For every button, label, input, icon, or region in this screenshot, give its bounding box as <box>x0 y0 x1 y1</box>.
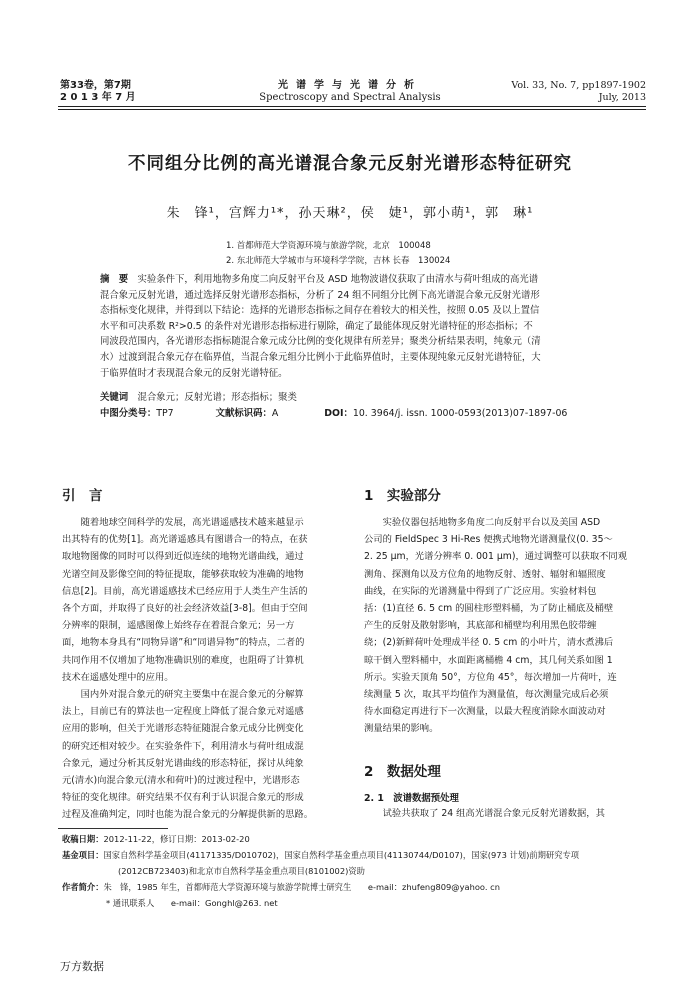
abstract-line: 实验条件下，利用地物多角度二向反射平台及 ASD 地物波谱仪获取了由清水与荷叶组成的高光谱 <box>137 274 539 285</box>
text-line: 括：(1)直径 6. 5 cm 的圆柱形塑料桶，为了防止桶底及桶壁 <box>364 603 614 615</box>
doi-label: DOI： <box>324 408 353 419</box>
section-data-heading: 2 数据处理 <box>364 764 441 780</box>
footnote-corresponding: * 通讯联系人 e-mail：Gonghl@263. net <box>106 898 278 908</box>
text-line: 元(清水)向混合象元(清水和荷叶)的过渡过程中，光谱形态 <box>62 775 300 787</box>
received-value: 2012-11-22，修订日期：2013-02-20 <box>103 834 250 844</box>
text-line: 测量结果的影响。 <box>364 723 439 735</box>
doc-code-label: 文献标识码： <box>215 408 272 419</box>
text-line: 公司的 FieldSpec 3 Hi-Res 便携式地物光谱测量仪(0. 35～ <box>364 534 613 546</box>
text-line: 绕；(2)新鲜荷叶处理成半径 0. 5 cm 的小叶片，清水煮沸后 <box>364 637 614 649</box>
text-line: 过程及准确判定，同时也能为混合象元的分解提供新的思路。 <box>62 809 314 821</box>
journal-name-en: Spectroscopy and Spectral Analysis <box>259 92 441 103</box>
affiliation-1: 1. 首都师范大学资源环境与旅游学院，北京 100048 <box>226 241 431 251</box>
footnote-funding <box>62 848 652 863</box>
text-line: 信息[2]。目前，高光谱遥感技术已经应用于人类生产生活的 <box>62 585 308 597</box>
classification-line <box>100 406 608 421</box>
keywords-label: 关键词 <box>100 392 129 403</box>
text-line: 光谱空间及影像空间的特征提取，能够获取较为准确的地物 <box>62 568 304 580</box>
subsection-2-1-heading: 2. 1 波谱数据预处理 <box>364 793 459 804</box>
text-line: 随着地球空间科学的发展，高光谱遥感技术越来越显示 <box>62 517 304 528</box>
data-body <box>364 805 650 822</box>
text-line: 所示。实验天顶角 50°，方位角 45°，每次增加一片荷叶，连 <box>364 671 617 683</box>
abstract-line: 态指标变化规律，并得到以下结论：选择的光谱形态指标之间存在着较大的相关性，按照 0.05 及以上置信 <box>100 305 540 317</box>
header-rule <box>58 106 646 107</box>
experiment-body <box>364 514 650 738</box>
doc-code-value: A <box>271 408 279 419</box>
text-line: 取地物图像的同时可以得到近似连续的地物光谱曲线，通过 <box>62 551 304 563</box>
text-line: 测角、探测角以及方位角的地物反射、透射、辐射和辐照度 <box>364 568 606 580</box>
abstract-line: 同波段范围内，各光谱形态指标随混合象元成分比例的变化规律有所差异；聚类分析结果表明，纯象元（清 <box>100 336 541 348</box>
abstract-label: 摘 要 <box>100 274 129 285</box>
abstract-line: 水平和可决系数 R²>0.5 的条件对光谱形态指标进行剔除，确定了最能体现反射光谱特征的形态指标；不 <box>100 320 533 332</box>
text-line: 合象元，通过分析其反射光谱曲线的形态特征，探讨从纯象 <box>62 757 304 769</box>
footnote-author <box>62 880 652 895</box>
footnote-funding-cont: (2012CB723403)和北京市自然科学基金重点项目(8101002)资助 <box>118 866 365 876</box>
keywords-line <box>100 390 608 405</box>
author-list: 朱 锋¹，宫辉力¹*，孙天琳²，侯 婕¹，郭小萌¹，郭 琳¹ <box>166 206 534 221</box>
text-line: 2. 25 μm，光谱分辨率 0. 001 μm)，通过调整可以获取不同观 <box>364 551 628 563</box>
text-line: 出其特有的优势[1]。高光谱遥感具有图谱合一的特点，在获 <box>62 534 308 546</box>
text-line: 曲线，在实际的光谱测量中得到了广泛应用。实验材料包 <box>364 585 597 597</box>
text-line: 应用的影响，但关于光谱形态特征随混合象元成分比例变化 <box>62 723 304 735</box>
abstract-line: 混合象元反射光谱，通过选择反射光谱形态指标，分析了 24 组不同组分比例下高光谱混合象元反射光谱形 <box>100 289 540 301</box>
text-line: 法上，目前已有的算法也一定程度上降低了混合象元对遥感 <box>62 706 304 718</box>
journal-pages <box>420 80 646 104</box>
footnote-rule <box>58 828 168 829</box>
author-bio: 朱 锋，1985 年生，首都师范大学资源环境与旅游学院博士研究生 e-mail：zhufeng809@yahoo. cn <box>103 882 500 892</box>
affiliation-2: 2. 东北师范大学城市与环境科学学院，吉林 长春 130024 <box>226 256 451 266</box>
text-line: 待水面稳定再进行下一次测量，以最大程度消除水面波动对 <box>364 706 606 718</box>
author-bio-label: 作者简介： <box>62 882 104 892</box>
text-line: 晾干倒入塑料桶中，水面距离桶檐 4 cm，其几何关系如图 1 <box>364 654 613 666</box>
text-line: 试验共获取了 24 组高光谱混合象元反射光谱数据，其 <box>364 808 605 819</box>
text-line: 国内外对混合象元的研究主要集中在混合象元的分解算 <box>62 689 304 701</box>
clc-label: 中图分类号： <box>100 408 157 419</box>
clc-value: TP7 <box>156 408 174 419</box>
header-rule-thin <box>58 109 646 110</box>
intro-body <box>62 514 348 824</box>
text-line: 产生的反射及散射影响，其底部和桶壁均利用黑色胶带缠 <box>364 620 597 632</box>
abstract <box>100 272 608 381</box>
abstract-line: 于临界值时才表现混合象元的反射光谱特征。 <box>100 367 288 379</box>
source-watermark-text: 万方数据 <box>60 960 104 973</box>
section-intro-heading: 引 言 <box>62 488 103 504</box>
pub-date-text: July, 2013 <box>598 92 646 103</box>
journal-name-cn: 光谱学与光谱分析 <box>278 80 422 91</box>
text-line: 技术在遥感处理中的应用。 <box>62 671 174 683</box>
paper-title: 不同组分比例的高光谱混合象元反射光谱形态特征研究 <box>128 154 572 174</box>
doi-value: 10. 3964/j. issn. 1000-0593(2013)07-1897-06 <box>352 408 568 419</box>
section-experiment-heading: 1 实验部分 <box>364 488 441 504</box>
footnote-received <box>62 832 652 847</box>
abstract-line: 水）过渡到混合象元存在临界值，当混合象元组分比例小于此临界值时，主要体现纯象元反射光谱特征，大 <box>100 351 541 363</box>
received-label: 收稿日期： <box>62 834 104 844</box>
text-line: 分辨率的限制，遥感图像上始终存在着混合象元；另一方 <box>62 620 295 632</box>
vol-pages-text: Vol. 33, No. 7, pp1897-1902 <box>511 80 646 91</box>
text-line: 共同作用不仅增加了地物准确识别的难度，也阻碍了计算机 <box>62 654 304 666</box>
text-line: 实验仪器包括地物多角度二向反射平台以及美国 ASD <box>364 517 601 528</box>
text-line: 的研究还相对较少。在实验条件下，利用清水与荷叶组成混 <box>62 740 304 752</box>
text-line: 面，地物本身具有“同物异谱”和“同谱异物”的特点，二者的 <box>62 637 305 649</box>
fund-line-1: 国家自然科学基金项目(41171335/D010702)，国家自然科学基金重点项目(41130744/D0107)，国家(973 计划)前期研究专项 <box>103 850 580 860</box>
issue-date-text: 2 0 1 3 年 7 月 <box>60 92 136 103</box>
text-line: 各个方面，并取得了良好的社会经济效益[3-8]。但由于空间 <box>62 603 308 615</box>
text-line: 特征的变化规律。研究结果不仅有利于认识混合象元的形成 <box>62 792 304 804</box>
volume-issue-text: 第33卷，第7期 <box>60 80 131 91</box>
fund-label: 基金项目： <box>62 850 104 860</box>
text-line: 续测量 5 次，取其平均值作为测量值，每次测量完成后必须 <box>364 689 609 701</box>
keywords-text: 混合象元；反射光谱；形态指标；聚类 <box>137 392 297 403</box>
